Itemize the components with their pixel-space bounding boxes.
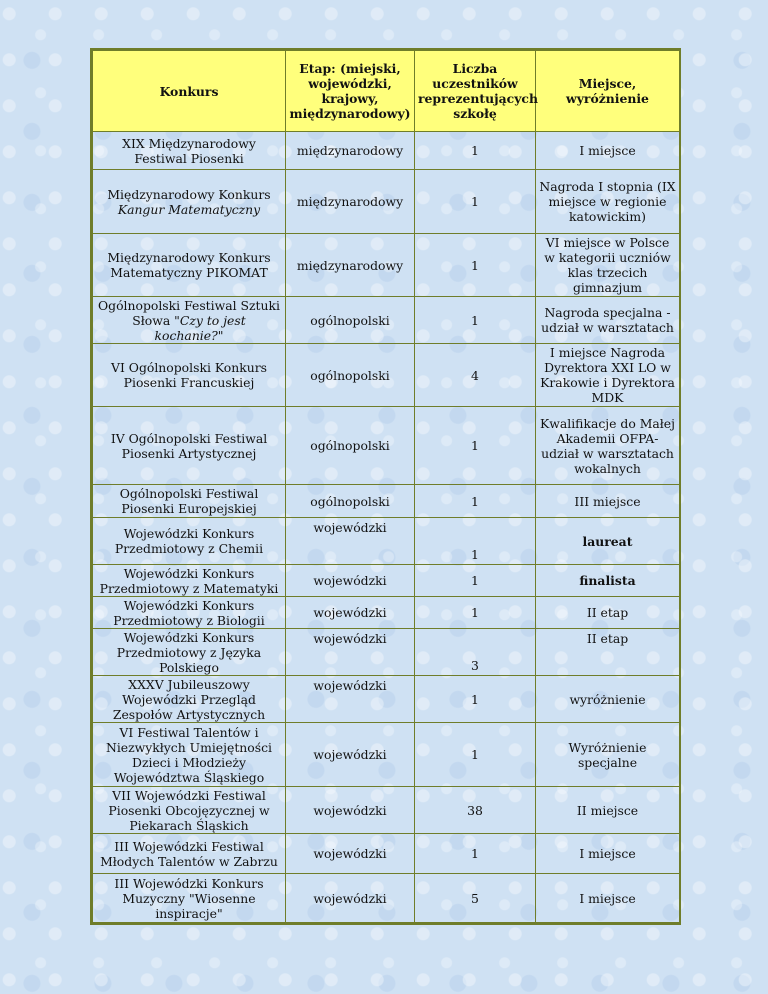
header-miejsce: Miejsce, wyróżnienie: [536, 51, 680, 132]
header-konkurs: Konkurs: [93, 51, 286, 132]
cell-konkurs: Wojewódzki Konkurs Przedmiotowy z Chemii: [93, 518, 286, 565]
cell-liczba: 1: [415, 723, 536, 787]
header-liczba: Liczba uczestników reprezentujących szkołę: [415, 51, 536, 132]
cell-miejsce: Wyróżnienie specjalne: [536, 723, 680, 787]
cell-konkurs: VII Wojewódzki Festiwal Piosenki Obcojęzycznej w Piekarach Śląskich: [93, 787, 286, 834]
cell-konkurs-italic: Czy to jest kochanie?: [154, 312, 246, 343]
cell-liczba: 38: [415, 787, 536, 834]
table-row: [93, 629, 680, 676]
cell-liczba: 1: [415, 676, 536, 723]
table-row: [93, 297, 680, 344]
cell-miejsce: I miejsce: [536, 132, 680, 170]
header-etap: Etap: (miejski, wojewódzki, krajowy, międzynarodowy): [286, 51, 415, 132]
cell-etap: międzynarodowy: [286, 234, 415, 297]
cell-etap: międzynarodowy: [286, 132, 415, 170]
achievements-table: [92, 50, 680, 923]
cell-liczba: 1: [415, 407, 536, 485]
cell-etap: wojewódzki: [286, 723, 415, 787]
table-row: [93, 565, 680, 597]
cell-liczba: 1: [415, 170, 536, 234]
cell-konkurs: VI Festiwal Talentów i Niezwykłych Umiejętności Dzieci i Młodzieży Województwa Śląskiego: [93, 723, 286, 787]
cell-liczba: 1: [415, 518, 536, 565]
cell-miejsce: I miejsce: [536, 874, 680, 923]
cell-etap: ogólnopolski: [286, 344, 415, 407]
cell-miejsce: finalista: [536, 565, 680, 597]
cell-etap: wojewódzki: [286, 518, 415, 565]
table-row: [93, 518, 680, 565]
cell-miejsce: Nagroda specjalna - udział w warsztatach: [536, 297, 680, 344]
cell-etap: wojewódzki: [286, 874, 415, 923]
table-row: [93, 874, 680, 923]
cell-etap: wojewódzki: [286, 676, 415, 723]
cell-miejsce: laureat: [536, 518, 680, 565]
table-row: [93, 723, 680, 787]
cell-liczba: 1: [415, 834, 536, 874]
cell-konkurs: Ogólnopolski Festiwal Piosenki Europejskiej: [93, 485, 286, 518]
cell-etap: międzynarodowy: [286, 170, 415, 234]
table-row: [93, 787, 680, 834]
cell-konkurs: III Wojewódzki Konkurs Muzyczny "Wiosenne inspiracje": [93, 874, 286, 923]
cell-konkurs: IV Ogólnopolski Festiwal Piosenki Artystycznej: [93, 407, 286, 485]
cell-etap: wojewódzki: [286, 629, 415, 676]
cell-etap: ogólnopolski: [286, 485, 415, 518]
cell-liczba: 1: [415, 597, 536, 629]
header-row: [93, 51, 680, 132]
cell-miejsce: wyróżnienie: [536, 676, 680, 723]
cell-konkurs-text: Międzynarodowy Konkurs: [107, 186, 271, 202]
cell-etap: wojewódzki: [286, 565, 415, 597]
table-row: [93, 834, 680, 874]
cell-miejsce: I miejsce Nagroda Dyrektora XXI LO w Krakowie i Dyrektora MDK: [536, 344, 680, 407]
cell-liczba: 1: [415, 297, 536, 344]
cell-etap: wojewódzki: [286, 597, 415, 629]
cell-liczba: 1: [415, 565, 536, 597]
cell-miejsce: Nagroda I stopnia (IX miejsce w regionie katowickim): [536, 170, 680, 234]
cell-konkurs: Wojewódzki Konkurs Przedmiotowy z Matematyki: [93, 565, 286, 597]
cell-miejsce: Kwalifikacje do Małej Akademii OFPA- udział w warsztatach wokalnych: [536, 407, 680, 485]
cell-liczba: 4: [415, 344, 536, 407]
cell-etap: wojewódzki: [286, 834, 415, 874]
cell-miejsce: VI miejsce w Polsce w kategorii uczniów klas trzecich gimnazjum: [536, 234, 680, 297]
cell-miejsce: II etap: [536, 629, 680, 676]
cell-liczba: 1: [415, 132, 536, 170]
cell-konkurs: [93, 297, 286, 344]
table-row: [93, 597, 680, 629]
cell-konkurs: VI Ogólnopolski Konkurs Piosenki Francuskiej: [93, 344, 286, 407]
cell-konkurs: XXXV Jubileuszowy Wojewódzki Przegląd Zespołów Artystycznych: [93, 676, 286, 723]
table-row: [93, 485, 680, 518]
cell-miejsce: I miejsce: [536, 834, 680, 874]
cell-etap: wojewódzki: [286, 787, 415, 834]
table-row: [93, 234, 680, 297]
cell-liczba: 3: [415, 629, 536, 676]
cell-konkurs: Wojewódzki Konkurs Przedmiotowy z Języka Polskiego: [93, 629, 286, 676]
cell-konkurs-italic: Kangur Matematyczny: [117, 201, 261, 217]
cell-etap: ogólnopolski: [286, 297, 415, 344]
cell-liczba: 5: [415, 874, 536, 923]
cell-konkurs: III Wojewódzki Festiwal Młodych Talentów w Zabrzu: [93, 834, 286, 874]
table-row: [93, 344, 680, 407]
achievements-table-container: [90, 48, 681, 925]
table-row: [93, 170, 680, 234]
cell-liczba: 1: [415, 234, 536, 297]
cell-konkurs: Wojewódzki Konkurs Przedmiotowy z Biologii: [93, 597, 286, 629]
cell-konkurs: Międzynarodowy Konkurs Matematyczny PIKOMAT: [93, 234, 286, 297]
table-row: [93, 676, 680, 723]
table-row: [93, 132, 680, 170]
cell-etap: ogólnopolski: [286, 407, 415, 485]
cell-miejsce: III miejsce: [536, 485, 680, 518]
cell-miejsce: II etap: [536, 597, 680, 629]
cell-konkurs: XIX Międzynarodowy Festiwal Piosenki: [93, 132, 286, 170]
cell-liczba: 1: [415, 485, 536, 518]
cell-konkurs-quote: ": [217, 327, 224, 343]
table-row: [93, 407, 680, 485]
cell-konkurs-text: Ogólnopolski Festiwal Sztuki Słowa ": [98, 297, 280, 328]
cell-konkurs: [93, 170, 286, 234]
cell-miejsce: II miejsce: [536, 787, 680, 834]
